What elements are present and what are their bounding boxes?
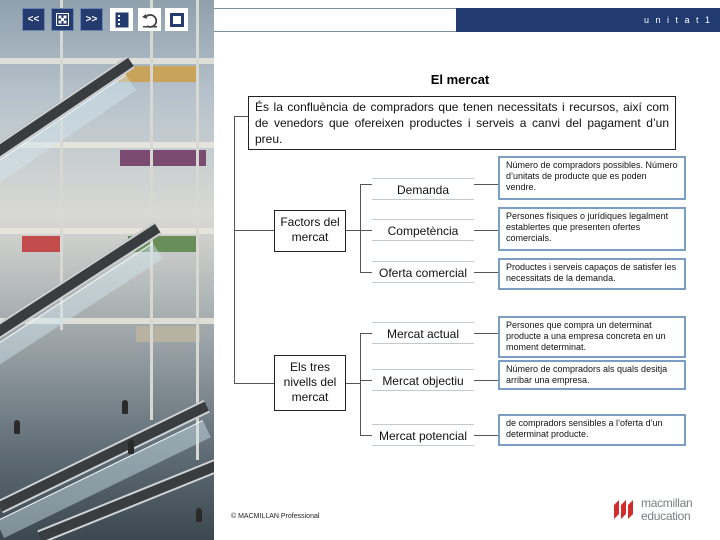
stop-button[interactable] (165, 8, 188, 31)
menu-button[interactable] (110, 8, 133, 31)
connector (360, 333, 361, 435)
desc-mercat-actual: Persones que compra un determinat producte a una empresa concreta en un moment determinat. (498, 316, 686, 358)
macmillan-logo (612, 496, 718, 526)
connector (474, 435, 498, 436)
connector (346, 230, 360, 231)
connector (474, 380, 498, 381)
connector (474, 272, 498, 273)
connector (360, 184, 372, 185)
next-icon: >> (85, 14, 98, 25)
definition-box: És la confluència de compradors que tenen necessitats i recursos, així com de venedors que ofereixen productes i serveis a canvi del pagament d’un preu. (248, 96, 676, 150)
term-demanda: Demanda (372, 178, 474, 200)
group-factors: Factors del mercat (274, 210, 346, 252)
desc-oferta-comercial: Productes i serveis capaços de satisfer les necessitats de la demanda. (498, 258, 686, 290)
connector (474, 333, 498, 334)
connector (360, 230, 372, 231)
connector (360, 333, 372, 334)
desc-competencia: Persones físiques o jurídiques legalment establertes que presenten ofertes comercials. (498, 207, 686, 251)
connector (474, 184, 498, 185)
prev-button[interactable] (22, 8, 45, 31)
connector (346, 383, 360, 384)
term-mercat-objectiu: Mercat objectiu (372, 369, 474, 391)
index-button[interactable] (51, 8, 74, 31)
term-mercat-potencial: Mercat potencial (372, 424, 474, 446)
stop-icon (170, 13, 184, 27)
connector (234, 116, 248, 117)
term-competencia: Competència (372, 219, 474, 241)
group-nivells: Els tres nivells del mercat (274, 355, 346, 411)
connector (234, 116, 235, 383)
header-bar (214, 8, 456, 32)
connector (234, 383, 274, 384)
page-title: El mercat (430, 72, 490, 87)
desc-demanda: Número de compradors possibles. Número d’unitats de producte que es poden vendre. (498, 156, 686, 200)
desc-mercat-potencial: de compradors sensibles a l’oferta d’un determinat producte. (498, 414, 686, 446)
copyright-text: © MACMILLAN Professional (231, 513, 320, 520)
mall-photo (0, 0, 214, 540)
connector (360, 435, 372, 436)
macmillan-logo-icon (612, 497, 636, 521)
grid-icon (56, 13, 69, 26)
unit-label: u n i t a t 1 (456, 8, 720, 32)
next-button[interactable] (80, 8, 103, 31)
connector (360, 380, 372, 381)
return-icon (141, 11, 159, 29)
logo-line-2: education (641, 509, 691, 523)
menu-icon (115, 12, 129, 28)
return-button[interactable] (138, 8, 161, 31)
desc-mercat-objectiu: Número de compradors als quals desitja arribar una empresa. (498, 360, 686, 390)
prev-icon: << (27, 14, 40, 25)
term-mercat-actual: Mercat actual (372, 322, 474, 344)
connector (360, 272, 372, 273)
term-oferta-comercial: Oferta comercial (372, 261, 474, 283)
logo-line-1: macmillan (641, 496, 693, 510)
connector (360, 184, 361, 272)
connector (474, 230, 498, 231)
connector (234, 230, 274, 231)
